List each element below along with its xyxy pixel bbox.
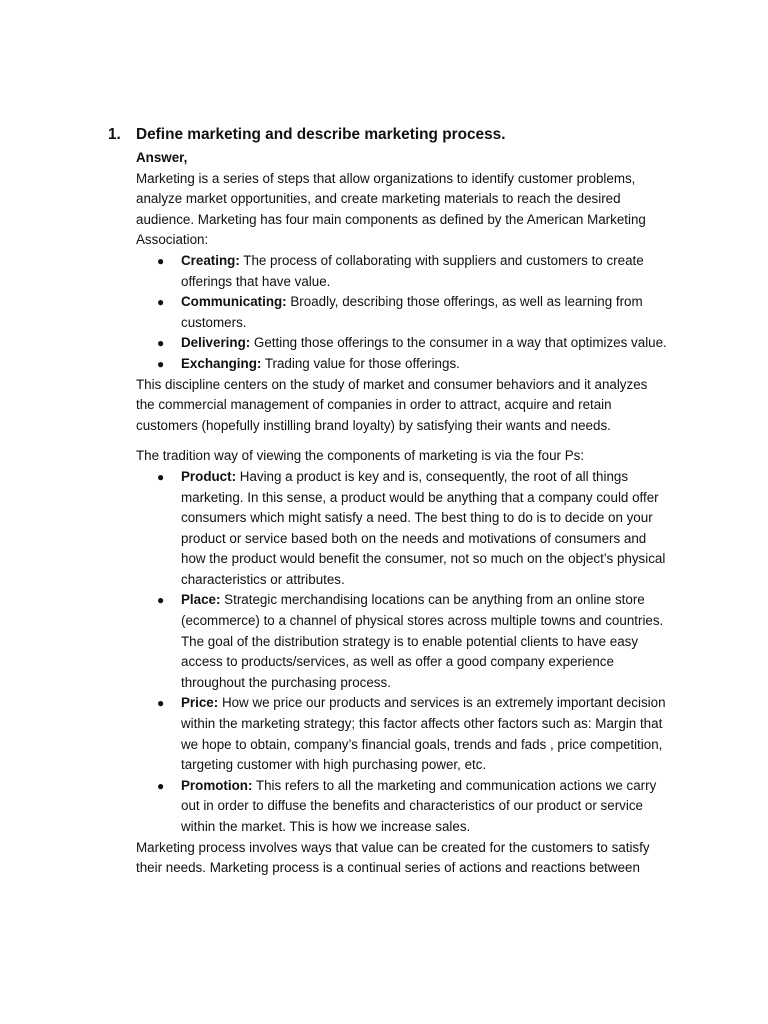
- bullet-icon: ●: [157, 336, 165, 351]
- bullet-icon: ●: [157, 696, 165, 711]
- list-item-term: Communicating:: [181, 294, 287, 310]
- list-item: [136, 693, 668, 775]
- bullet-icon: ●: [157, 469, 165, 484]
- document-body: [108, 124, 668, 879]
- answer-section: [136, 148, 668, 879]
- bullet-icon: ●: [157, 295, 165, 310]
- process-paragraph: Marketing process involves ways that value can be created for the customers to satisfy their needs. Marketing process is a continual series of actions and reactions between: [136, 839, 650, 876]
- bullet-icon: ●: [157, 253, 165, 268]
- list-item-text: Getting those offerings to the consumer in a way that optimizes value.: [250, 335, 667, 351]
- list-item-text: Having a product is key and is, consequently, the root of all things marketing. In this sense, a product would be anything that a company could offer consumers which might satisfy a need. The best thing to do is to decide on your product or service based both on the needs and motivations of consumers and how the product would benefit the consumer, not so much on the object’s physical characteristics or attributes.: [181, 468, 666, 587]
- four-ps-intro: The tradition way of viewing the components of marketing is via the four Ps:: [136, 448, 585, 464]
- discipline-paragraph: This discipline centers on the study of market and consumer behaviors and it analyzes the commercial management of companies in order to attract, acquire and retain customers (hopefully instilling brand loyalty) by satisfying their wants and needs.: [136, 376, 648, 433]
- bullet-icon: ●: [157, 778, 165, 793]
- list-item-term: Creating:: [181, 252, 240, 268]
- question-heading: [108, 124, 668, 146]
- question-number: 1.: [108, 126, 121, 143]
- list-item-term: Product:: [181, 468, 237, 484]
- components-list: [136, 251, 668, 375]
- list-item: [136, 292, 668, 333]
- bullet-icon: ●: [157, 593, 165, 608]
- list-item: [136, 354, 668, 375]
- list-item-text: How we price our products and services is an extremely important decision within the marketing strategy; this factor affects other factors such as: Margin that we hope to obtain, company’s financial goals, trends and fads , price competition, targeting customer with high purchasing power, etc.: [181, 695, 666, 773]
- list-item-text: Broadly, describing those offerings, as well as learning from customers.: [181, 294, 643, 330]
- intro-paragraph: Marketing is a series of steps that allow organizations to identify customer problems, analyze market opportunities, and create marketing materials to reach the desired audience. Marketing has four main components as defined by the American Marketing Association:: [136, 170, 646, 248]
- list-item-term: Delivering:: [181, 335, 251, 351]
- list-item-text: The process of collaborating with suppliers and customers to create offerings that have value.: [181, 252, 644, 289]
- list-item: [136, 467, 668, 591]
- list-item-text: Strategic merchandising locations can be anything from an online store (ecommerce) to a channel of physical stores across multiple towns and countries. The goal of the distribution strategy is to enable potential clients to have easy access to products/services, as well as offer a good company experience throughout the purchasing process.: [181, 592, 664, 690]
- list-item-text: Trading value for those offerings.: [261, 355, 460, 371]
- four-ps-list: [136, 467, 668, 838]
- list-item-term: Price:: [181, 695, 219, 711]
- answer-label: Answer,: [136, 150, 188, 165]
- list-item: [136, 590, 668, 693]
- list-item-text: This refers to all the marketing and communication actions we carry out in order to diffuse the benefits and characteristics of our product or service within the market. This is how we increase sales.: [181, 777, 657, 834]
- list-item-term: Exchanging:: [181, 355, 262, 371]
- question-title: Define marketing and describe marketing process.: [136, 126, 506, 143]
- bullet-icon: ●: [157, 356, 165, 371]
- list-item: [136, 333, 668, 354]
- list-item: [136, 776, 668, 838]
- list-item-term: Place:: [181, 592, 221, 608]
- list-item: [136, 251, 668, 292]
- list-item-term: Promotion:: [181, 777, 253, 793]
